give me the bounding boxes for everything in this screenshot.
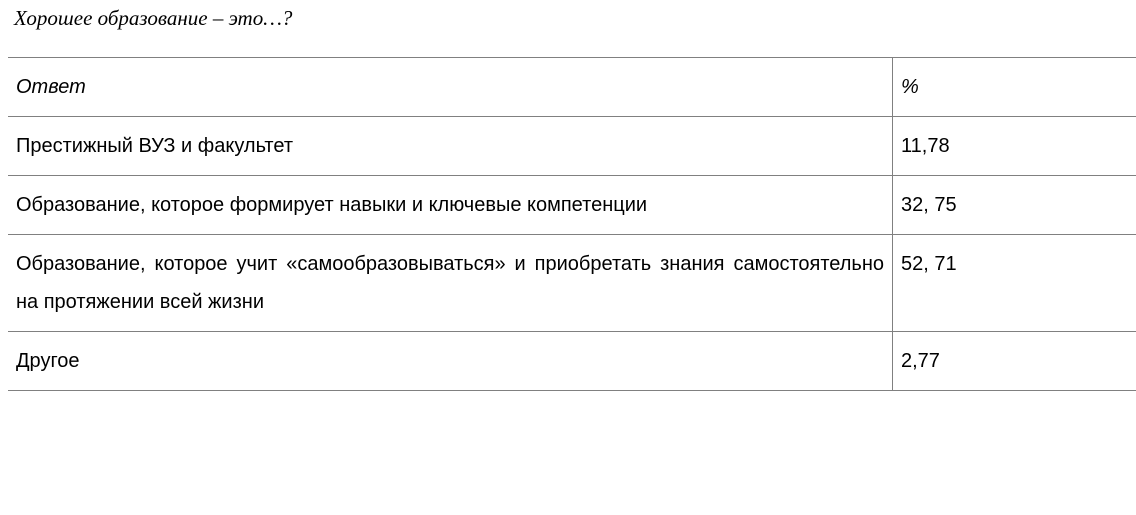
- column-header-percent: %: [893, 58, 1136, 117]
- table-row: [8, 117, 1136, 176]
- page-title: Хорошее образование – это…?: [14, 6, 293, 30]
- percent-cell: 11,78: [893, 117, 1136, 176]
- percent-cell: 2,77: [893, 332, 1136, 391]
- answer-cell: Образование, которое формирует навыки и ключевые компетенции: [8, 176, 893, 235]
- table-row: [8, 332, 1136, 391]
- table-row: [8, 176, 1136, 235]
- answer-cell: Образование, которое учит «самообразовываться» и приобретать знания самостоятельно на протяжении всей жизни: [8, 235, 893, 332]
- percent-cell: 52, 71: [893, 235, 1136, 332]
- percent-cell: 32, 75: [893, 176, 1136, 235]
- table-header-row: [8, 58, 1136, 117]
- answer-cell: Другое: [8, 332, 893, 391]
- table-row: [8, 235, 1136, 332]
- answer-cell: Престижный ВУЗ и факультет: [8, 117, 893, 176]
- survey-results-table: [8, 57, 1136, 391]
- column-header-answer: Ответ: [8, 58, 893, 117]
